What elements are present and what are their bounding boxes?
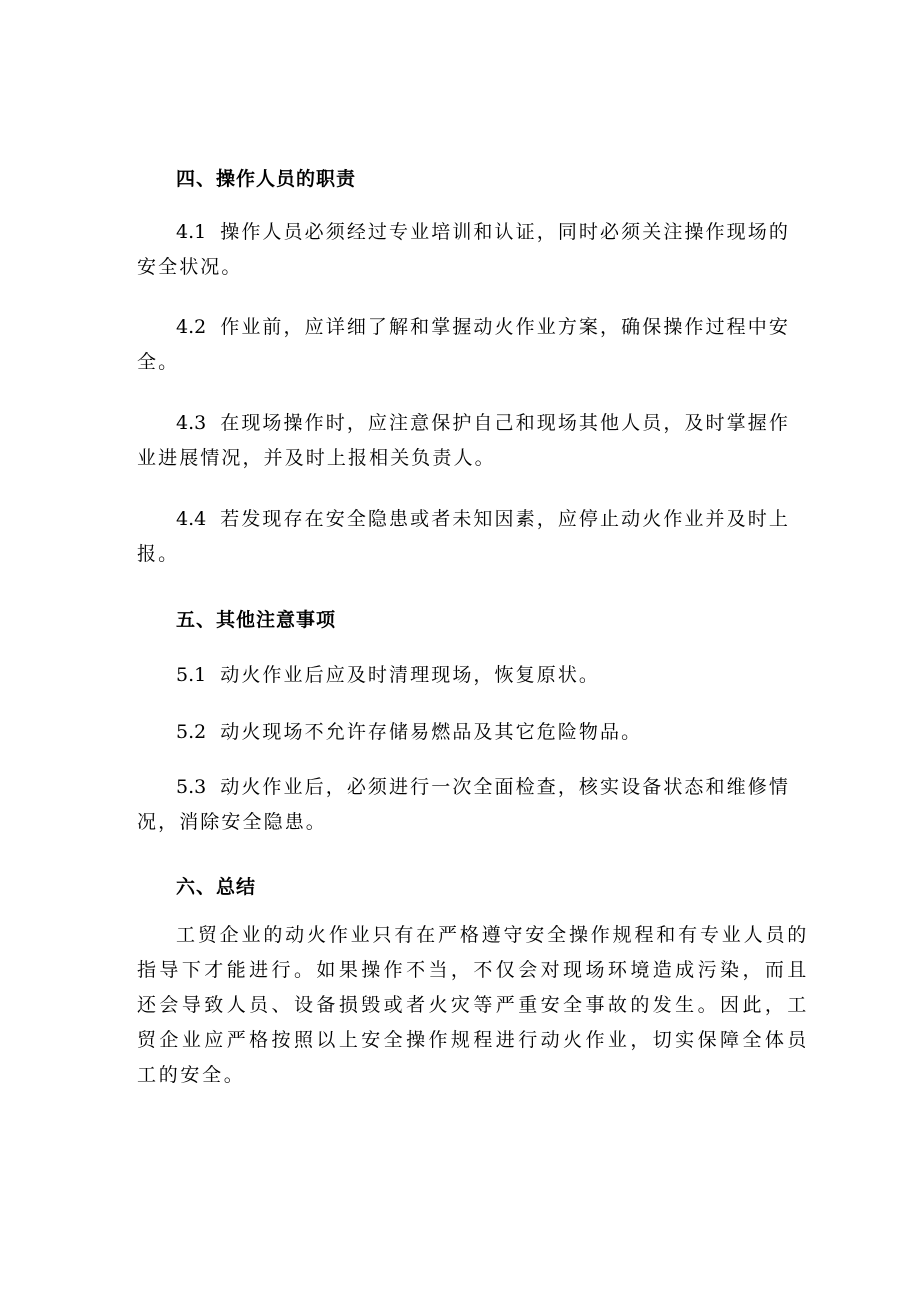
- item-number: 4.4: [176, 508, 207, 530]
- item-text: 动火作业后应及时清理现场，恢复原状。: [220, 664, 601, 686]
- item-text: 若发现存在安全隐患或者未知因素，应停止动火作业并及时上报。: [137, 508, 790, 565]
- item-number: 4.1: [176, 221, 207, 243]
- item-text: 操作人员必须经过专业培训和认证，同时必须关注操作现场的安全状况。: [137, 221, 790, 278]
- item-text: 动火现场不允许存储易燃品及其它危险物品。: [220, 721, 643, 743]
- item-number: 5.3: [176, 776, 207, 798]
- item-4-4: [137, 502, 809, 572]
- item-4-2: [137, 310, 809, 380]
- item-5-1: [137, 658, 809, 693]
- section-6-heading: 六、总结: [176, 876, 257, 898]
- item-text: 在现场操作时，应注意保护自己和现场其他人员，及时掌握作业进展情况，并及时上报相关负责人。: [137, 412, 790, 469]
- item-number: 4.3: [176, 412, 207, 434]
- item-number: 5.1: [176, 664, 207, 686]
- item-text: 作业前，应详细了解和掌握动火作业方案，确保操作过程中安全。: [137, 316, 790, 373]
- item-5-2: [137, 715, 809, 750]
- section-5-heading: 五、其他注意事项: [176, 609, 337, 631]
- summary-paragraph: 工贸企业的动火作业只有在严格遵守安全操作规程和有专业人员的指导下才能进行。如果操作不当，不仅会对现场环境造成污染，而且还会导致人员、设备损毁或者火灾等严重安全事故的发生。因此，工贸企业应严格按照以上安全操作规程进行动火作业，切实保障全体员工的安全。: [137, 924, 809, 1086]
- item-4-1: [137, 215, 809, 285]
- item-text: 动火作业后，必须进行一次全面检查，核实设备状态和维修情况，消除安全隐患。: [137, 776, 790, 833]
- item-5-3: [137, 770, 809, 840]
- item-4-3: [137, 406, 809, 476]
- section-4-heading: 四、操作人员的职责: [176, 168, 357, 190]
- item-number: 5.2: [176, 721, 207, 743]
- item-number: 4.2: [176, 316, 207, 338]
